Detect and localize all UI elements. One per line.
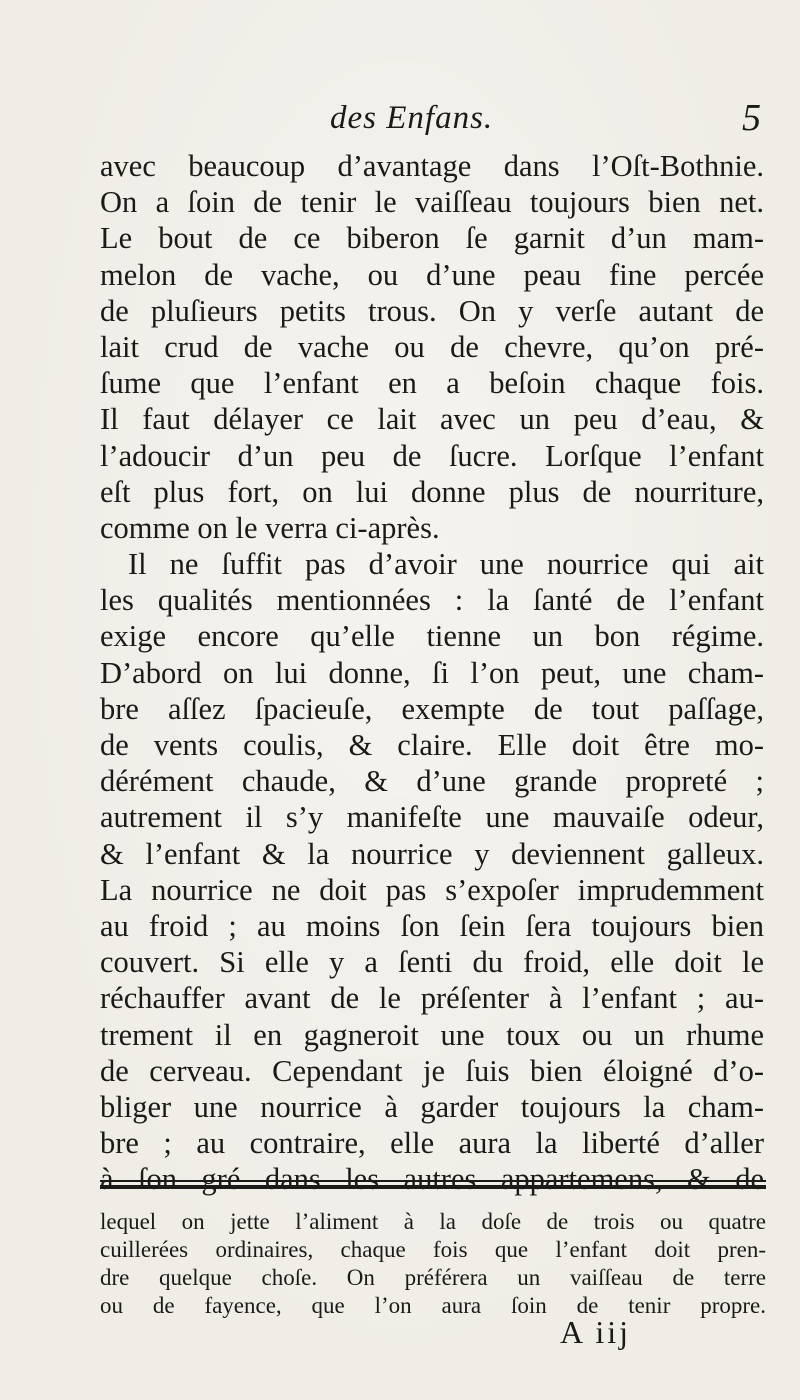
- footnote-divider-rule: [100, 1180, 766, 1189]
- text-line: réchauffer avant de le préſenter à l’enfant ; au-: [100, 981, 764, 1016]
- running-title: des Enfans.: [330, 100, 494, 136]
- text-line: La nourrice ne doit pas s’expoſer imprudemment: [100, 872, 764, 907]
- page-number: 5: [742, 97, 761, 139]
- text-line: les qualités mentionnées : la ſanté de l’enfant: [100, 583, 764, 618]
- text-line: Le bout de ce biberon ſe garnit d’un mam-: [100, 221, 764, 256]
- text-line: de vents coulis, & claire. Elle doit être mo-: [100, 728, 764, 762]
- text-line: exige encore qu’elle tienne un bon régime.: [100, 619, 764, 654]
- text-line: l’adoucir d’un peu de ſucre. Lorſque l’enfant: [100, 438, 764, 473]
- footnote-line: lequel on jette l’aliment à la doſe de trois ou quatre: [100, 1209, 766, 1234]
- signature-mark: A iij: [560, 1314, 632, 1350]
- footnote-line: dre quelque choſe. On préférera un vaiſſeau de terre: [100, 1265, 766, 1290]
- body-text: [100, 148, 764, 1197]
- text-line: bliger une nourrice à garder toujours la cham-: [100, 1089, 764, 1124]
- text-line: bre ; au contraire, elle aura la liberté d’aller: [100, 1126, 764, 1161]
- text-line: melon de vache, ou d’une peau fine percée: [100, 257, 764, 292]
- text-line: comme on le verra ci-après.: [100, 510, 440, 545]
- text-line: On a ſoin de tenir le vaiſſeau toujours bien net.: [100, 185, 764, 220]
- text-line: trement il en gagneroit une toux ou un rhume: [100, 1017, 764, 1052]
- text-line: autrement il s’y manifeſte une mauvaiſe odeur,: [100, 800, 764, 835]
- text-line: bre aſſez ſpacieuſe, exempte de tout paſſage,: [100, 691, 764, 726]
- text-line: lait crud de vache ou de chevre, qu’on pré-: [100, 329, 764, 364]
- footnote-line: ou de fayence, que l’on aura ſoin de tenir propre.: [100, 1293, 766, 1318]
- text-line: avec beaucoup d’avantage dans l’Oſt-Bothnie.: [100, 149, 764, 183]
- footnote: [100, 1208, 766, 1320]
- text-line: ſume que l’enfant en a beſoin chaque fois.: [100, 366, 764, 401]
- text-line: de cerveau. Cependant je ſuis bien éloigné d’o-: [100, 1053, 764, 1088]
- text-line: & l’enfant & la nourrice y deviennent galleux.: [100, 836, 764, 871]
- text-line: dérément chaude, & d’une grande propreté ;: [100, 764, 764, 799]
- text-line: eſt plus fort, on lui donne plus de nourriture,: [100, 474, 764, 509]
- text-line: au froid ; au moins ſon ſein ſera toujours bien: [100, 908, 764, 943]
- text-line: Il ne ſuffit pas d’avoir une nourrice qui ait: [128, 547, 764, 582]
- text-line: à ſon gré dans les autres appartemens, & de: [100, 1162, 764, 1197]
- text-line: D’abord on lui donne, ſi l’on peut, une cham-: [100, 655, 764, 690]
- page-header: [0, 96, 800, 146]
- text-line: Il faut délayer ce lait avec un peu d’eau, &: [100, 402, 764, 437]
- text-line: couvert. Si elle y a ſenti du froid, elle doit le: [100, 945, 764, 980]
- footnote-line: cuillerées ordinaires, chaque fois que l’enfant doit pren-: [100, 1237, 766, 1262]
- text-line: de pluſieurs petits trous. On y verſe autant de: [100, 293, 764, 328]
